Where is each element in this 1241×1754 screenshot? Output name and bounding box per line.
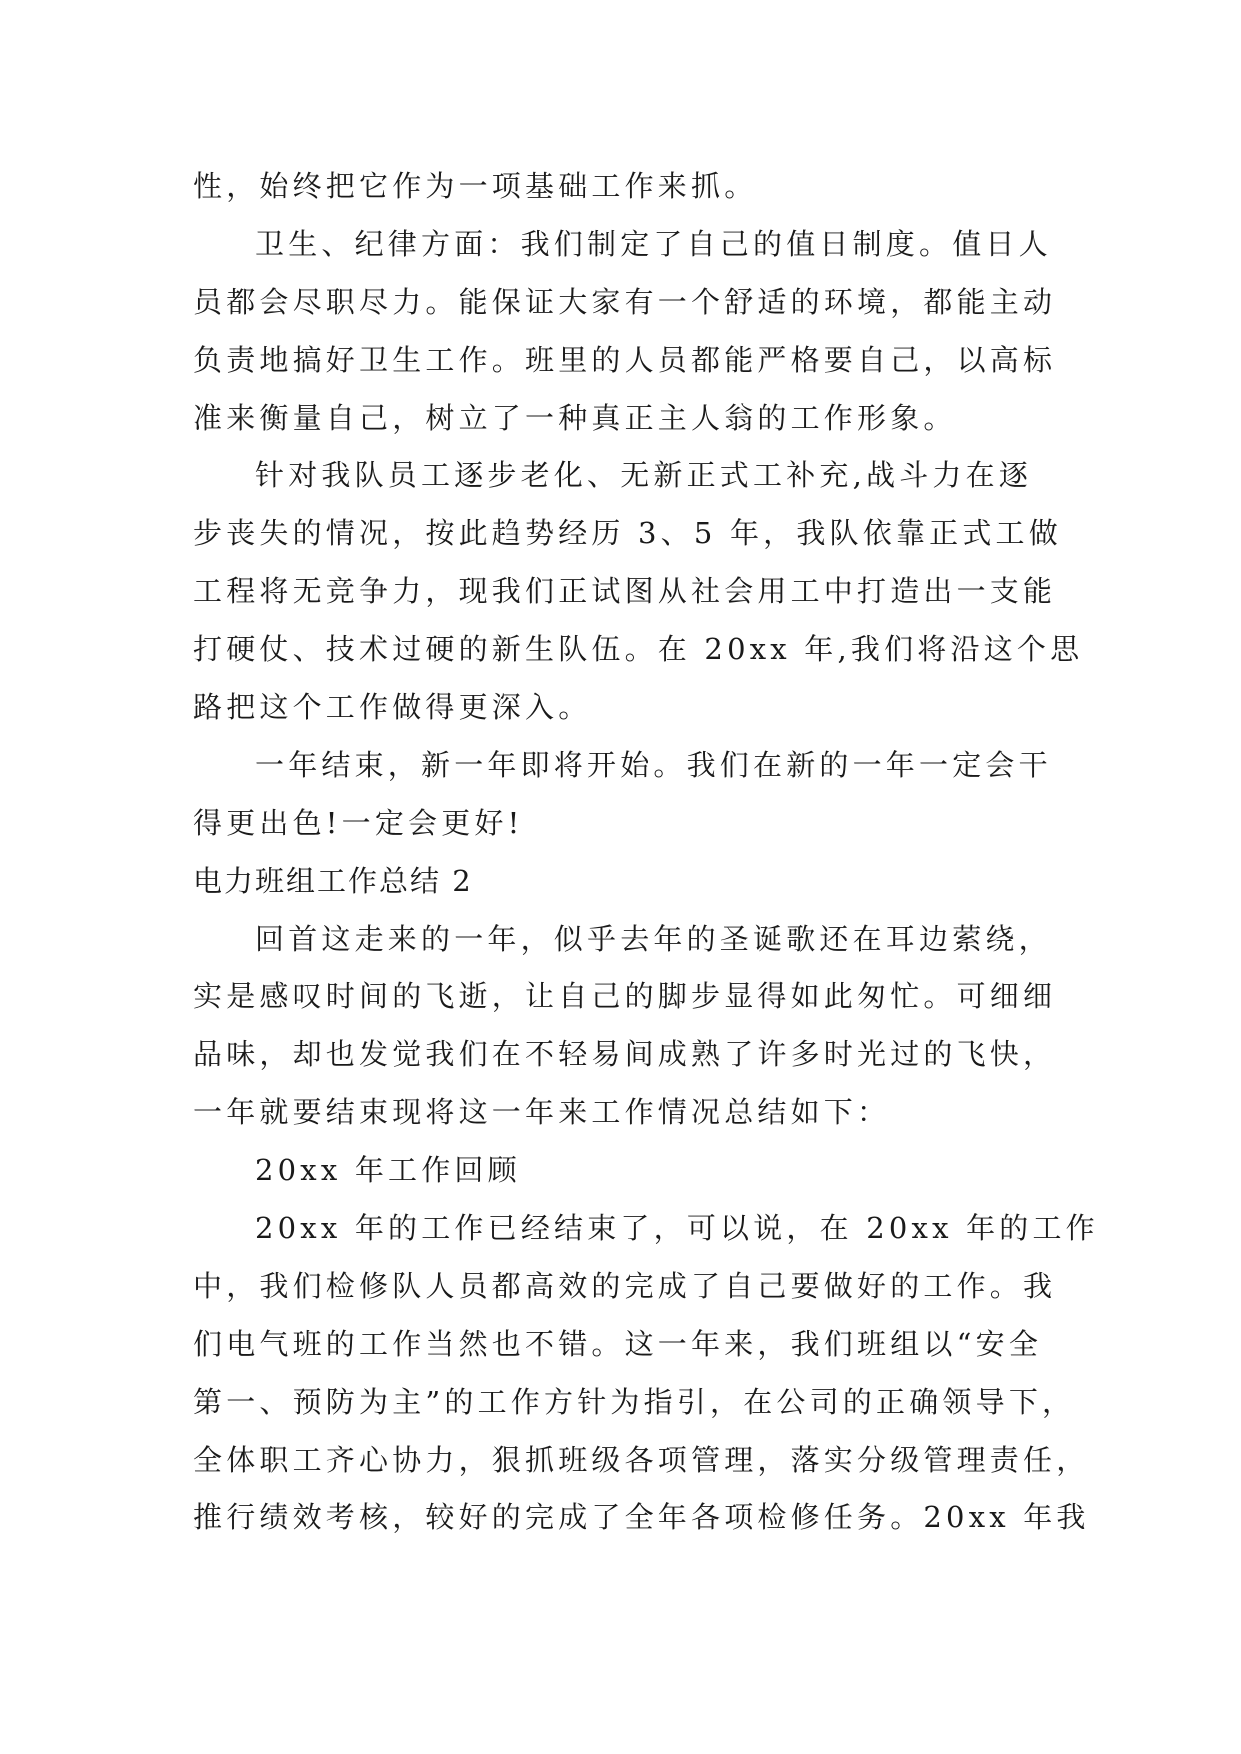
text-line: 第一、预防为主”的工作方针为指引，在公司的正确领导下， [193,1384,1076,1419]
text-line: 性，始终把它作为一项基础工作来抓。 [193,169,758,203]
text-line: 准来衡量自己，树立了一种真正主人翁的工作形象。 [193,400,957,435]
text-line: 中，我们检修队人员都高效的完成了自己要做好的工作。我 [193,1268,1057,1303]
text-line: 卫生、纪律方面：我们制定了自己的值日制度。值日人 [255,226,1052,261]
text-line: 推行绩效考核，较好的完成了全年各项检修任务。20xx 年我 [193,1500,1090,1535]
text-line: 路把这个工作做得更深入。 [193,690,592,725]
text-line: 一年结束，新一年即将开始。我们在新的一年一定会干 [255,747,1052,782]
text-line: 一年就要结束现将这一年来工作情况总结如下： [193,1095,891,1130]
text-line: 实是感叹时间的飞逝，让自己的脚步显得如此匆忙。可细细 [193,979,1057,1014]
section-heading: 电力班组工作总结 2 [193,863,473,898]
text-line: 针对我队员工逐步老化、无新正式工补充,战斗力在逐 [255,458,1033,493]
text-line: 员都会尽职尽力。能保证大家有一个舒适的环境，都能主动 [193,284,1057,319]
document-body [193,158,1099,1547]
text-line: 们电气班的工作当然也不错。这一年来，我们班组以“安全 [193,1326,1043,1361]
text-line: 打硬仗、技术过硬的新生队伍。在 20xx 年,我们将沿这个思 [193,632,1084,667]
text-line: 回首这走来的一年，似乎去年的圣诞歌还在耳边萦绕， [255,921,1052,956]
text-line: 工程将无竞争力，现我们正试图从社会用工中打造出一支能 [193,574,1057,609]
subsection-heading: 20xx 年工作回顾 [255,1153,521,1188]
text-line: 品味，却也发觉我们在不轻易间成熟了许多时光过的飞快， [193,1037,1057,1072]
text-line: 得更出色!一定会更好! [193,805,524,840]
text-line: 全体职工齐心协力，狠抓班级各项管理，落实分级管理责任， [193,1442,1090,1477]
text-line: 负责地搞好卫生工作。班里的人员都能严格要自己，以高标 [193,342,1057,377]
text-line: 步丧失的情况，按此趋势经历 3、5 年，我队依靠正式工做 [193,516,1062,551]
text-line: 20xx 年的工作已经结束了，可以说，在 20xx 年的工作 [255,1211,1099,1246]
